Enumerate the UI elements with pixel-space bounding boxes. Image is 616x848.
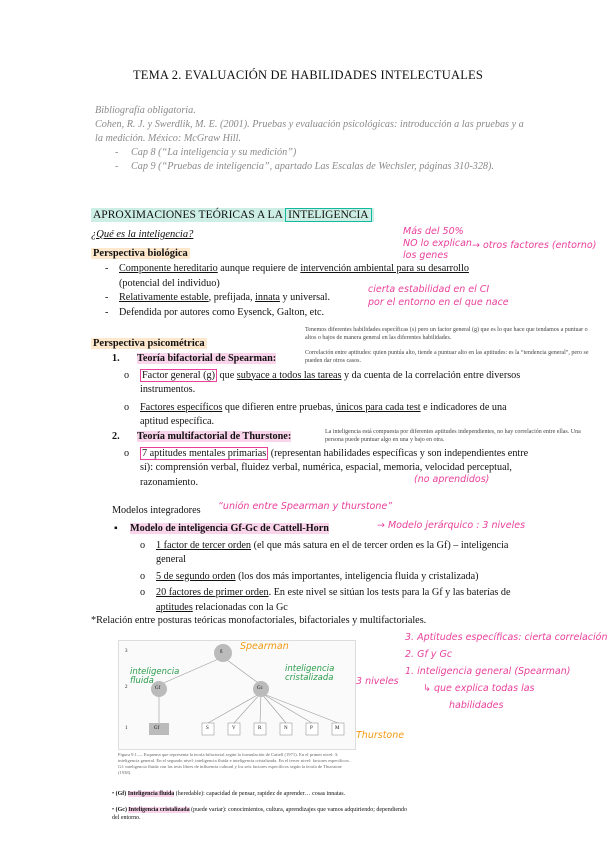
text: Inteligencia cristalizada [128, 807, 190, 813]
text: que [216, 369, 237, 381]
box-label: M [335, 726, 340, 731]
biblio-item: - Cap 9 (“Pruebas de inteligencia”, apartado Las Escalas de Wechsler, páginas 310-328). [95, 160, 525, 174]
psi-heading: Perspectiva psicométrica [93, 338, 205, 349]
text: (el que más satura en el de tercer orden es la Gf) – inteligencia general [156, 539, 509, 565]
model-item: o 1 factor de tercer orden (el que más satura en el de tercer orden es la Gf) – inteligencia general [140, 539, 509, 565]
text: innata [255, 292, 280, 303]
level-1-explain: ↳ que explica todas las [423, 683, 535, 694]
document-title: TEMA 2. EVALUACIÓN DE HABILIDADES INTELECTUALES [132, 68, 484, 82]
relation-note: *Relación entre posturas teóricas monofactoriales, bifactoriales y multifactoriales. [91, 615, 427, 626]
margin-note-2: Correlación entre aptitudes: quien puntúa alto, tiende a puntuar alto en las aptitudes: es la “tendencia general”, pero se pueden dar otros casos. [305, 350, 589, 364]
text: (Gc) [115, 807, 129, 813]
level-label: 1 [125, 726, 128, 731]
node-label-gc: Gc [257, 686, 263, 691]
level-2-note: 2. Gf y Gc [405, 649, 453, 660]
note-line: NO lo explican [403, 238, 472, 249]
box-label: Gf [154, 726, 160, 731]
text: 20 factores de primer orden [156, 587, 269, 598]
text: Factor general (g) [142, 369, 215, 381]
handnote-3-niveles: 3 niveles [356, 676, 399, 687]
box-label: P [310, 726, 313, 731]
text: subyace a todos las tareas [236, 369, 342, 381]
text: (Gf) [115, 791, 128, 797]
text: . En este nivel se sitúan los tests para la Gf y las baterías de [268, 587, 511, 598]
section-heading [91, 208, 374, 222]
handnote-fluida: inteligencia fluida [130, 667, 180, 686]
text: y universal. [279, 292, 331, 303]
text: 7 aptitudes mentales primarias [142, 447, 267, 459]
biblio-reference: Cohen, R. J. y Swerdlik, M. E. (2001). Pruebas y evaluación psicológicas: introducción a las pruebas y a la medición. México: McGraw Hill. [95, 119, 524, 144]
biblio-heading: Bibliografía obligatoria. [95, 105, 196, 116]
thurstone-item: o 7 aptitudes mentales primarias (representan habilidades específicas y son independientes entre sí): comprensión verbal, fluidez verbal, numérica, espacial, memoria, velocidad perceptual, razonamiento. [124, 447, 529, 488]
handnote-modelo-jerarquico: → Modelo jerárquico : 3 niveles [377, 520, 526, 531]
note-line: los genes [403, 250, 449, 261]
bio-heading: Perspectiva biológica [93, 248, 188, 259]
hierarchy-figure [118, 640, 356, 750]
text: aptitudes [156, 601, 193, 613]
theory-spearman: 1. Teoría bifactorial de Spearman: [112, 353, 277, 364]
model-item: o 5 de segundo orden (los dos más importantes, inteligencia fluida y cristalizada) [140, 570, 479, 582]
def-cristalizada: • (Gc) Inteligencia cristalizada (puede variar): conocimientos, cultura, aprendizajes que vamos adquiriendo; dependiendo del entorno. [112, 807, 408, 821]
handnote-thurstone: Thurstone [356, 730, 405, 741]
handnote-estabilidad [368, 283, 509, 309]
text: (puede variar): conocimientos, cultura, aprendizajes que vamos adquiriendo; dependiendo del entorno. [112, 807, 408, 821]
note-line: cierta estabilidad en el CI [368, 284, 490, 295]
note-line: Más del 50% [403, 226, 464, 237]
level-label: 3 [125, 649, 128, 654]
section-boxed-word: INTELIGENCIA [285, 208, 371, 222]
text: aunque requiere de [217, 263, 301, 274]
text: (potencial del individuo) [119, 277, 220, 289]
models-block [112, 522, 532, 615]
handnote-cristalizada: inteligencia cristalizada [285, 664, 335, 683]
hierarchy-diagram [119, 641, 355, 749]
text: Modelo de inteligencia Gf-Gc de Cattell-Horn [130, 523, 329, 534]
note-line: por el entorno en el que nace [368, 297, 509, 308]
bibliography [95, 104, 525, 174]
level-1-explain-2: habilidades [449, 700, 504, 711]
question: ¿Qué es la inteligencia? [91, 229, 194, 240]
handnote-genes [403, 226, 472, 262]
box-label: S [206, 726, 209, 731]
biblio-item: - Cap 8 (“La inteligencia y su medición”) [95, 146, 525, 160]
handnote-union: “unión entre Spearman y thurstone” [218, 501, 393, 512]
spearman-block [112, 352, 532, 430]
definitions [112, 790, 412, 822]
text: (representan habilidades específicas y son independientes entre sí): comprensión verbal, fluidez verbal, numérica, espacial, memoria, velocidad perceptual, razonamiento. [140, 447, 529, 488]
level-label: 2 [125, 685, 128, 690]
text: intervención ambiental para su desarrollo [300, 263, 469, 274]
section-prefix: APROXIMACIONES TEÓRICAS A LA [93, 209, 286, 221]
level-3-note: 3. Aptitudes específicas: cierta correlación [405, 632, 608, 643]
figure-caption: Figura 9.1.— Esquema que representa la teoría bifactorial según la formulación de Cattell (1971). En el primer nivel: 3: inteligencia general. En el segundo nivel: inteligencia fluida e inteligencia cristalizada. En el tercer nivel: factores específicos. Gf: inteligencia fluida con las tests libres de influencia cultural y los seis factores específicos según la teoría de Thurstone (1938). [118, 752, 350, 775]
level-1-note: 1. inteligencia general (Spearman) [405, 666, 571, 677]
text: 5 de segundo orden [156, 570, 236, 582]
text: e indicadores de una aptitud específica. [140, 401, 507, 427]
text: relacionadas con la Gc [192, 601, 288, 613]
theory-thurstone: 2. Teoría multifactorial de Thurstone: [112, 431, 292, 442]
handnote-otros-factores: → otros factores (entorno) [472, 240, 597, 251]
text: únicos para cada test [336, 401, 421, 413]
model-item: o 20 factores de primer orden. En este nivel se sitúan los tests para la Gf y las baterías de aptitudes relacionadas con la Gc [140, 587, 511, 613]
spearman-item: o Factor general (g) que subyace a todos las tareas y da cuenta de la correlación entre diversos instrumentos. [124, 369, 521, 395]
spearman-item: o Factores específicos que difieren entre pruebas, únicos para cada test e indicadores de una aptitud específica. [124, 401, 507, 427]
text: que difieren entre pruebas, [222, 401, 337, 413]
handnote-levels [405, 629, 615, 714]
text: Componente hereditario [119, 263, 218, 274]
text: Teoría multifactorial de Thurstone: [137, 431, 292, 442]
box-label: N [284, 726, 288, 731]
text: y da cuenta de la correlación entre diversos instrumentos. [140, 369, 521, 395]
text: 1 factor de tercer orden [156, 539, 252, 551]
node-label-gf: Gf [155, 686, 161, 691]
text: Relativamente estable [119, 292, 209, 303]
handnote-no-aprendidos: (no aprendidos) [414, 474, 490, 485]
text: (heredable): capacidad de pensar, rapidez de aprender… cosas innatas. [174, 791, 346, 797]
text: (los dos más importantes, inteligencia fluida y cristalizada) [235, 570, 479, 582]
model-cattell: ▪ Modelo de inteligencia Gf-Gc de Cattell-Horn [114, 523, 329, 534]
def-fluida: • (Gf) Inteligencia fluida (heredable): capacidad de pensar, rapidez de aprender… cosas innatas. [112, 791, 346, 797]
text: , prefijada, [208, 292, 256, 303]
node-label-g: g [220, 649, 223, 654]
text: Factores específicos [140, 401, 223, 413]
text: Inteligencia fluida [127, 791, 175, 797]
bio-item: - Defendida por autores como Eysenck, Galton, etc. [91, 306, 491, 321]
box-label: V [232, 726, 236, 731]
box-label: R [258, 726, 262, 731]
node-g [214, 644, 232, 662]
handnote-spearman: Spearman [240, 641, 289, 652]
text: Teoría bifactorial de Spearman: [137, 353, 277, 364]
margin-note-1: Tenemos diferentes habilidades específicas (s) pero un factor general (g) que es lo que hace que tendamos a puntuar o altos o bajos de manera general en las diferentes habilidades. [305, 327, 588, 341]
margin-note-3: La inteligencia está compuesta por diferentes aptitudes independientes, no hay correlación entre ellas. Una persona puede puntuar algo en una y bajo en otra. [325, 429, 581, 443]
models-heading: Modelos integradores [112, 505, 201, 516]
